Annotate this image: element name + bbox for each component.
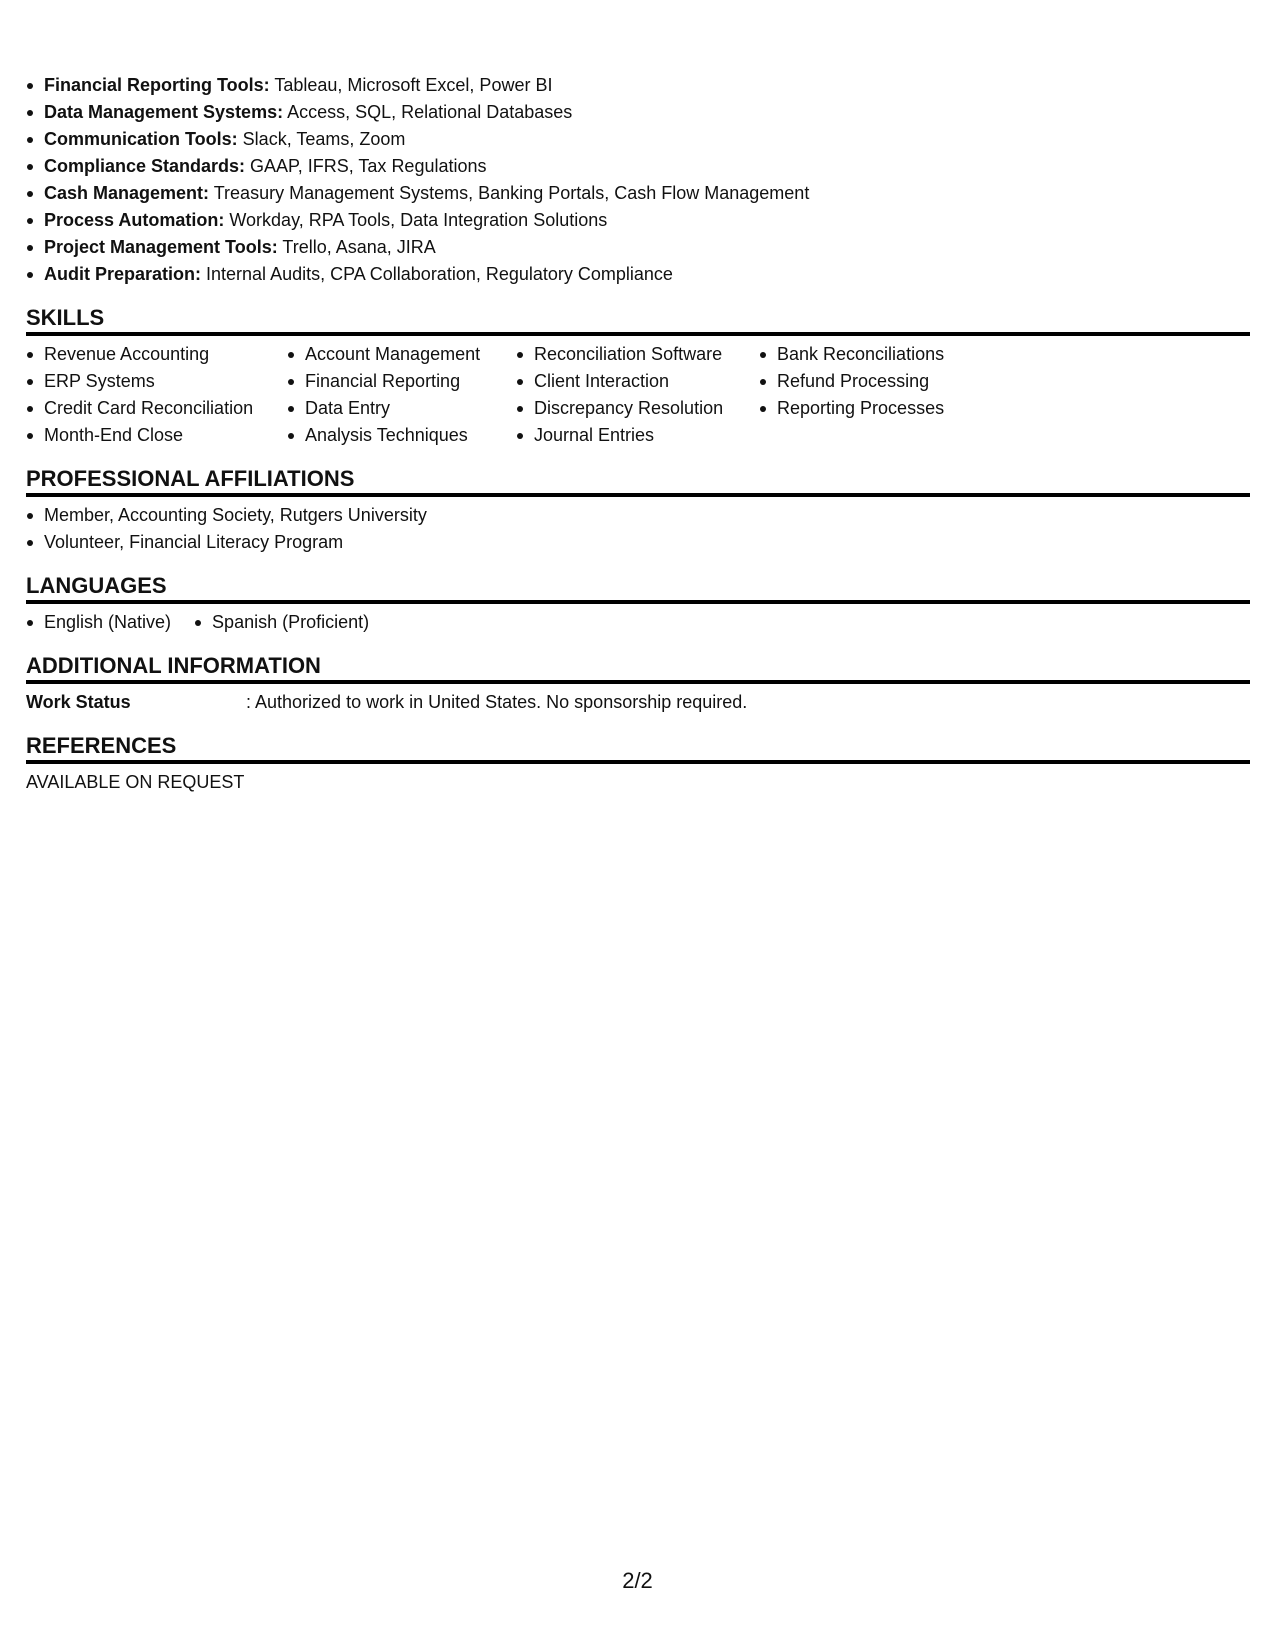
skills-grid: [26, 341, 1250, 449]
references-text: AVAILABLE ON REQUEST: [26, 772, 245, 792]
list-item: Financial Reporting Tools: Tableau, Microsoft Excel, Power BI: [26, 72, 1250, 99]
skill-item: Month-End Close: [26, 422, 287, 449]
section-divider: [26, 493, 1250, 497]
section-title: PROFESSIONAL AFFILIATIONS: [26, 466, 355, 491]
section-title: LANGUAGES: [26, 573, 167, 598]
skill-item: Discrepancy Resolution: [516, 395, 759, 422]
skills-column: [516, 341, 759, 449]
section-title: REFERENCES: [26, 733, 177, 758]
skill-item: Revenue Accounting: [26, 341, 287, 368]
page-number: 2/2: [622, 1568, 653, 1593]
list-item: Data Management Systems: Access, SQL, Relational Databases: [26, 99, 1250, 126]
list-item: Volunteer, Financial Literacy Program: [26, 529, 1250, 556]
section-divider: [26, 600, 1250, 604]
list-item: Process Automation: Workday, RPA Tools, Data Integration Solutions: [26, 207, 1250, 234]
skill-item: ERP Systems: [26, 368, 287, 395]
list-item: Communication Tools: Slack, Teams, Zoom: [26, 126, 1250, 153]
affiliations-section: [26, 463, 1250, 556]
language-item: Spanish (Proficient): [194, 609, 369, 636]
languages-list: [26, 609, 1250, 636]
section-title: SKILLS: [26, 305, 105, 330]
language-item: English (Native): [26, 609, 171, 636]
skill-item: Bank Reconciliations: [759, 341, 999, 368]
additional-section: [26, 650, 1250, 716]
skill-item: Refund Processing: [759, 368, 999, 395]
list-item: Audit Preparation: Internal Audits, CPA Collaboration, Regulatory Compliance: [26, 261, 1250, 288]
skill-item: Client Interaction: [516, 368, 759, 395]
skill-item: Credit Card Reconciliation: [26, 395, 287, 422]
skill-item: Data Entry: [287, 395, 516, 422]
list-item: Compliance Standards: GAAP, IFRS, Tax Regulations: [26, 153, 1250, 180]
skill-item: Analysis Techniques: [287, 422, 516, 449]
work-status-value: : Authorized to work in United States. No sponsorship required.: [246, 692, 748, 712]
list-item: Cash Management: Treasury Management Systems, Banking Portals, Cash Flow Management: [26, 180, 1250, 207]
section-divider: [26, 760, 1250, 764]
references-section: [26, 730, 1250, 796]
section-divider: [26, 332, 1250, 336]
skill-item: Journal Entries: [516, 422, 759, 449]
skills-column: [287, 341, 516, 449]
work-status-label: Work Status: [26, 692, 131, 712]
list-item: Member, Accounting Society, Rutgers University: [26, 502, 1250, 529]
skills-section: [26, 302, 1250, 449]
section-title: ADDITIONAL INFORMATION: [26, 653, 321, 678]
skill-item: Reporting Processes: [759, 395, 999, 422]
tools-list: [26, 72, 1250, 288]
work-status-row: [26, 689, 1250, 716]
skill-item: Financial Reporting: [287, 368, 516, 395]
skill-item: Account Management: [287, 341, 516, 368]
affiliations-list: [26, 502, 1250, 556]
skills-column: [759, 341, 999, 449]
skills-column: [26, 341, 287, 449]
list-item: Project Management Tools: Trello, Asana, JIRA: [26, 234, 1250, 261]
languages-section: [26, 570, 1250, 636]
skill-item: Reconciliation Software: [516, 341, 759, 368]
resume-page-2: [26, 72, 1250, 796]
section-divider: [26, 680, 1250, 684]
